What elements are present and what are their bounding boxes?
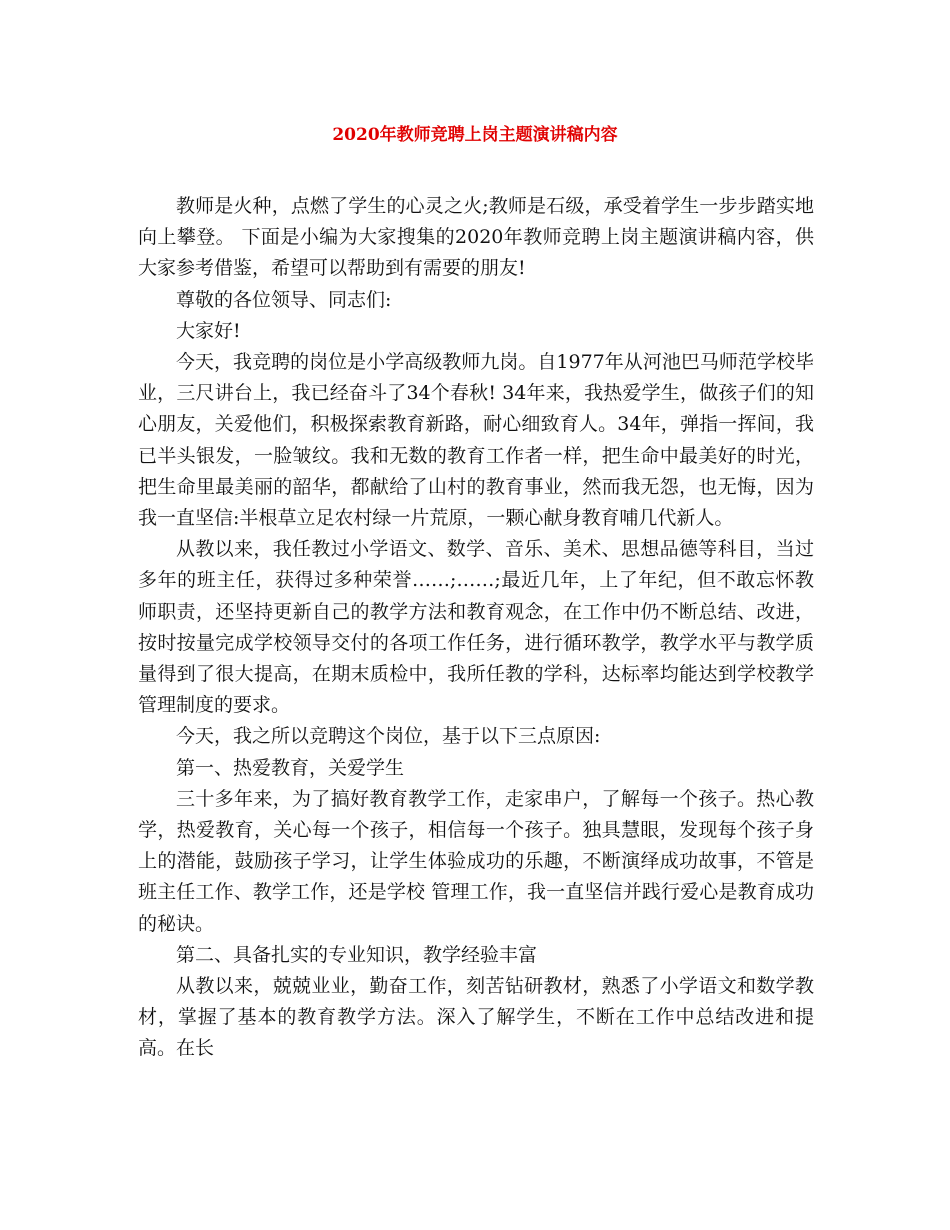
document-body: [138, 191, 814, 1065]
paragraph-position: 今天，我竞聘的岗位是小学高级教师九岗。自1977年从河池巴马师范学校毕业，三尺讲台上，我已经奋斗了34个春秋! 34年来，我热爱学生，做孩子们的知心朋友，关爱他们，积极探索教育新路，耐心细致育人。34年，弹指一挥间，我已半头银发，一脸皱纹。我和无数的教育工作者一样，把生命中最美好的时光，把生命里最美丽的韶华，都献给了山村的教育事业，然而我无怨，也无悔，因为我一直坚信:半根草立足农村绿一片荒原，一颗心献身教育哺几代新人。: [138, 351, 814, 530]
paragraph-intro: 教师是火种，点燃了学生的心灵之火;教师是石级，承受着学生一步步踏实地向上攀登。 下面是小编为大家搜集的2020年教师竞聘上岗主题演讲稿内容，供大家参考借鉴，希望可以帮助到有需要的朋友!: [138, 195, 814, 280]
paragraph-reasons: 今天，我之所以竞聘这个岗位，基于以下三点原因:: [176, 725, 601, 748]
paragraph-experience: 从教以来，我任教过小学语文、数学、音乐、美术、思想品德等科目，当过多年的班主任，获得过多种荣誉……;……;最近几年，上了年纪，但不敢忘怀教师职责，还坚持更新自己的教学方法和教育观念，在工作中仍不断总结、改进，按时按量完成学校领导交付的各项工作任务，进行循环教学，教学水平与教学质量得到了很大提高，在期末质检中，我所任教的学科，达标率均能达到学校教学管理制度的要求。: [138, 538, 814, 717]
paragraph-first-reason: 三十多年来，为了搞好教育教学工作，走家串户，了解每一个孩子。热心教学，热爱教育，关心每一个孩子，相信每一个孩子。独具慧眼，发现每个孩子身上的潜能，鼓励孩子学习，让学生体验成功的乐趣，不断演绎成功故事，不管是班主任工作、教学工作，还是学校 管理工作，我一直坚信并践行爱心是教育成功的秘诀。: [138, 787, 814, 935]
paragraph-heading-second: 第二、具备扎实的专业知识，教学经验丰富: [176, 943, 538, 966]
paragraph-greeting: 大家好!: [176, 319, 241, 342]
paragraph-salutation: 尊敬的各位领导、同志们:: [176, 288, 392, 311]
paragraph-second-reason: 从教以来，兢兢业业，勤奋工作，刻苦钻研教材，熟悉了小学语文和数学教材，掌握了基本的教育教学方法。深入了解学生，不断在工作中总结改进和提高。在长: [138, 975, 814, 1060]
paragraph-heading-first: 第一、热爱教育，关爱学生: [176, 756, 405, 779]
document-title: 2020年教师竞聘上岗主题演讲稿内容: [332, 125, 618, 145]
